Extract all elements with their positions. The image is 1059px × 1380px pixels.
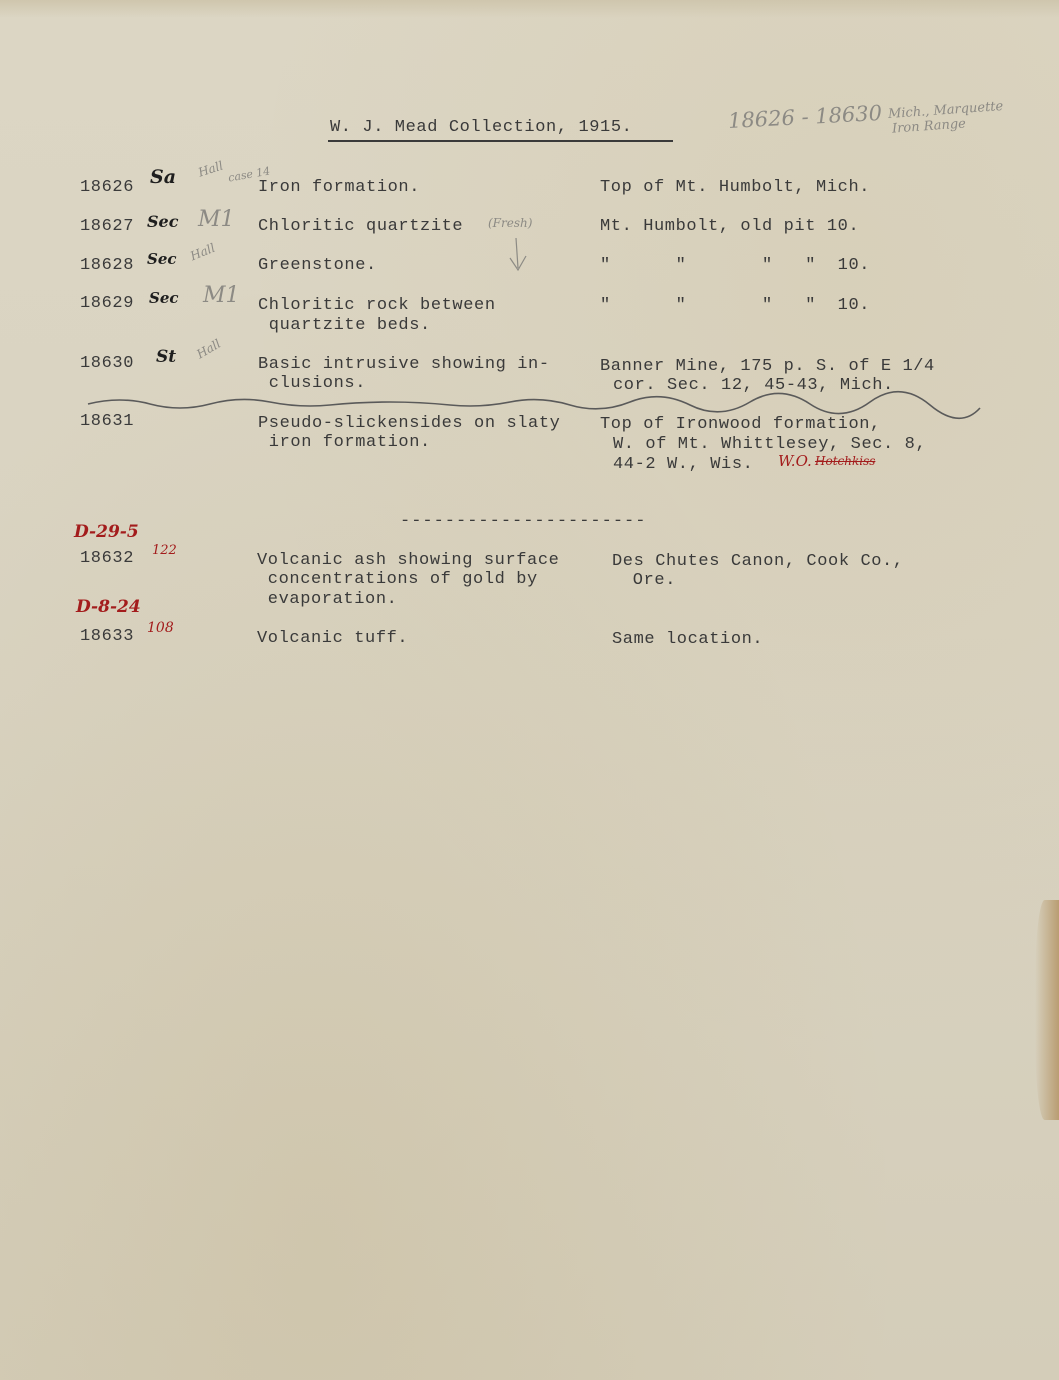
catalog-number: 18627 [80, 217, 135, 236]
entry-description: iron formation. [258, 433, 431, 452]
red-number-note: 108 [147, 620, 174, 636]
entry-location: Top of Mt. Humbolt, Mich. [600, 178, 871, 197]
pencil-note-fresh: (Fresh) [488, 216, 533, 230]
entry-location: cor. Sec. 12, 45-43, Mich. [613, 376, 894, 395]
entry-description: Chloritic rock between [258, 296, 496, 315]
pencil-note: M1 [203, 283, 240, 308]
entry-description: Iron formation. [258, 178, 421, 197]
catalog-number: 18626 [80, 178, 135, 197]
entry-location: Mt. Humbolt, old pit 10. [600, 217, 860, 236]
entry-description: Chloritic quartzite [258, 217, 464, 236]
entry-description: Greenstone. [258, 256, 377, 275]
separator-dashes: ---------------------- [400, 512, 647, 531]
catalog-number: 18631 [80, 412, 135, 431]
red-catalog-mark: D-8-24 [76, 597, 141, 617]
entry-location: 44-2 W., Wis. [613, 455, 754, 474]
entry-description: Volcanic ash showing surface [257, 551, 560, 570]
entry-description: Pseudo-slickensides on slaty [258, 414, 561, 433]
entry-location: " " " " 10. [600, 296, 871, 315]
page-title: W. J. Mead Collection, 1915. [330, 118, 633, 137]
entry-location: Top of Ironwood formation, [600, 415, 881, 434]
handwritten-red-note: W.O. [778, 452, 812, 470]
catalog-number: 18632 [80, 549, 135, 568]
red-number-note: 122 [152, 543, 177, 558]
handwritten-mark: Sec [147, 212, 179, 231]
entry-location: Ore. [622, 571, 677, 590]
catalog-number: 18628 [80, 256, 135, 275]
entry-description: quartzite beds. [258, 316, 431, 335]
pencil-note: Hall [188, 240, 217, 264]
entry-description: clusions. [258, 374, 367, 393]
entry-description: Volcanic tuff. [257, 629, 409, 648]
entry-location: Des Chutes Canon, Cook Co., [612, 552, 904, 571]
pencil-note-case: case 14 [227, 164, 272, 185]
handwritten-mark: Sec [149, 289, 179, 307]
red-catalog-mark: D-29-5 [74, 522, 139, 542]
catalog-number: 18630 [80, 354, 135, 373]
handwritten-mark: St [156, 347, 177, 367]
pencil-note: M1 [198, 207, 235, 232]
catalog-number: 18629 [80, 294, 135, 313]
handwritten-mark: Sec [147, 250, 177, 268]
entry-location: Same location. [612, 630, 764, 649]
catalog-number: 18633 [80, 627, 135, 646]
entry-location: W. of Mt. Whittlesey, Sec. 8, [613, 435, 927, 454]
entry-location: Banner Mine, 175 p. S. of E 1/4 [600, 357, 935, 376]
handwritten-red-note-struck: Hotchkiss [815, 454, 876, 468]
pencil-note: Hall [196, 158, 225, 180]
entry-location: " " " " 10. [600, 256, 871, 275]
range-note: 18626 - 18630 [727, 100, 883, 134]
location-note-line2: Iron Range [891, 116, 967, 137]
entry-description: concentrations of gold by [257, 570, 538, 589]
pencil-note: Hall [194, 336, 224, 362]
location-note-line1: Mich., Marquette [887, 98, 1004, 123]
entry-description: evaporation. [257, 590, 398, 609]
entry-description: Basic intrusive showing in- [258, 355, 550, 374]
handwritten-mark: Sa [150, 166, 177, 188]
